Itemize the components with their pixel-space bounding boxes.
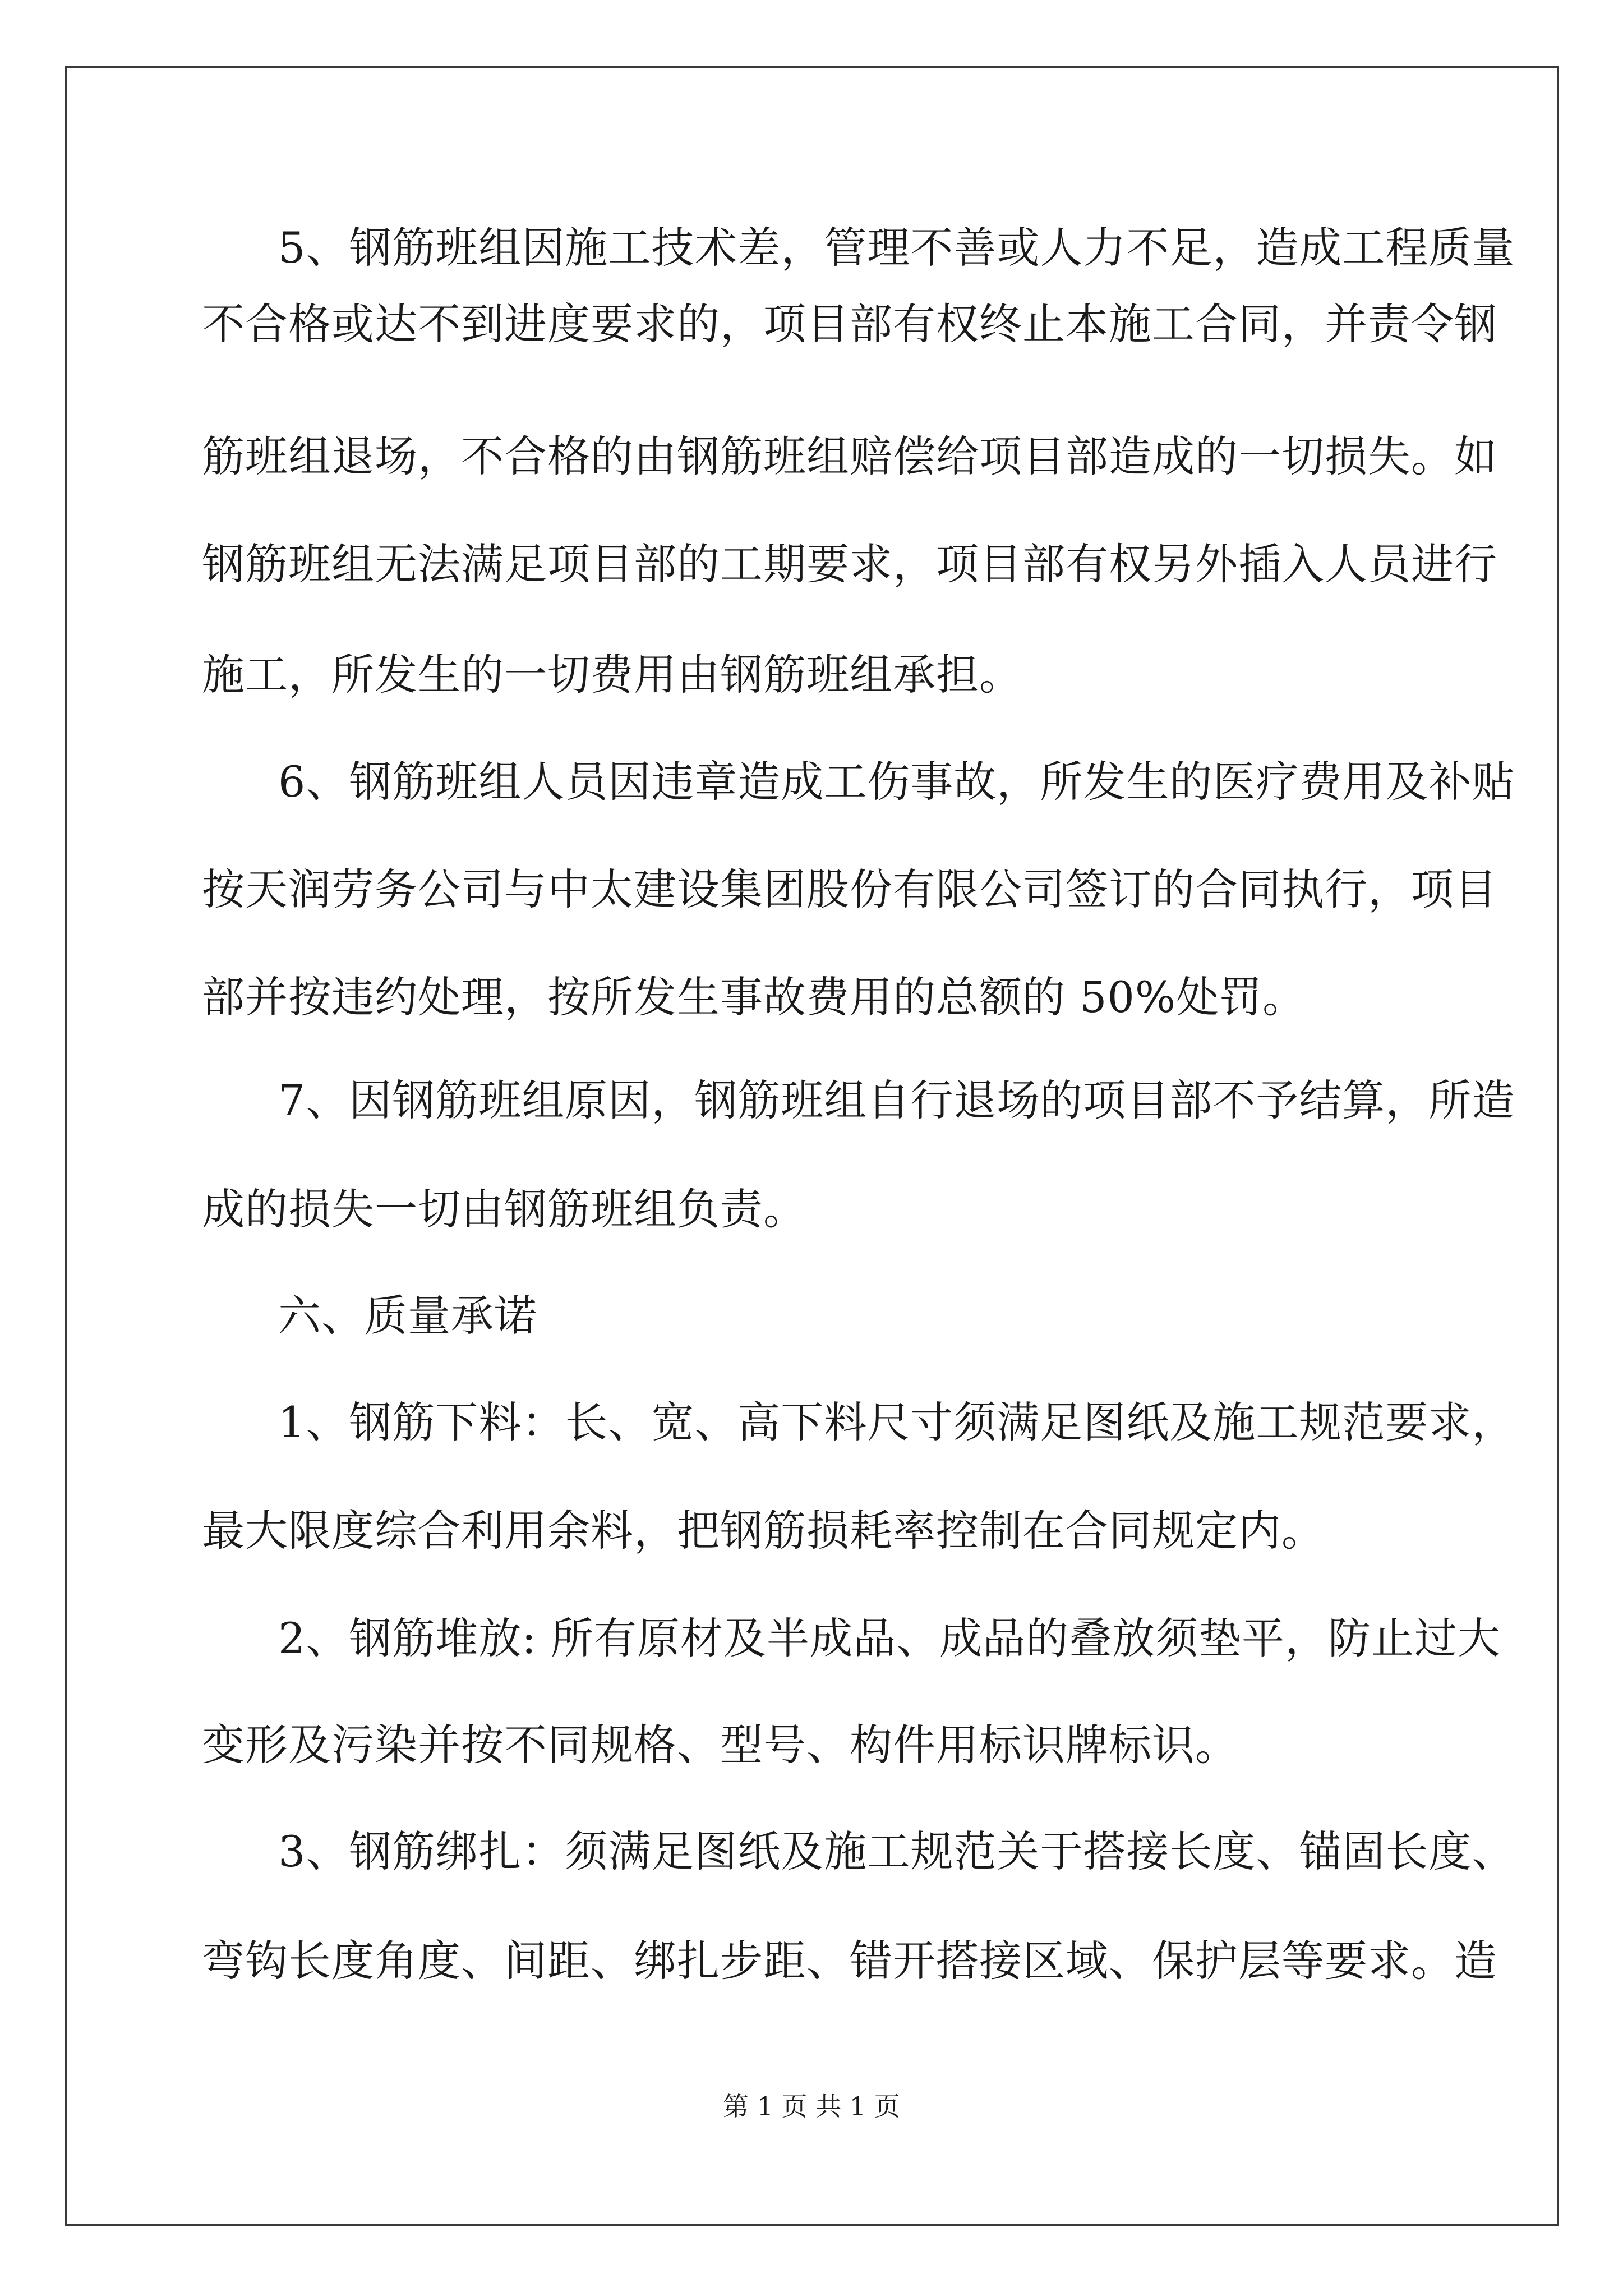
item-3-line-2: 弯钩长度角度、间距、绑扎步距、错开搭接区域、保护层等要求。造 (202, 1936, 1497, 1986)
page-number-footer: 第 1 页 共 1 页 (723, 2091, 900, 2122)
section-heading-quality-commitment: 六、质量承诺 (278, 1291, 537, 1341)
item-1-line-1: 1、钢筋下料：长、宽、高下料尺寸须满足图纸及施工规范要求， (278, 1397, 1515, 1447)
paragraph-5-line-3: 筋班组退场，不合格的由钢筋班组赔偿给项目部造成的一切损失。如 (202, 431, 1497, 481)
item-2-line-1: 2、钢筋堆放: 所有原材及半成品、成品的叠放须垫平，防止过大 (278, 1613, 1501, 1663)
paragraph-5-line-4: 钢筋班组无法满足项目部的工期要求，项目部有权另外插入人员进行 (202, 539, 1497, 589)
paragraph-6-line-2: 按天润劳务公司与中太建设集团股份有限公司签订的合同执行，项目 (202, 864, 1497, 914)
paragraph-5-line-5: 施工，所发生的一切费用由钢筋班组承担。 (202, 650, 1022, 700)
item-3-line-1: 3、钢筋绑扎：须满足图纸及施工规范关于搭接长度、锚固长度、 (278, 1826, 1515, 1876)
page-border (65, 66, 1559, 2226)
paragraph-6-line-1: 6、钢筋班组人员因违章造成工伤事故，所发生的医疗费用及补贴 (278, 757, 1515, 807)
paragraph-5-line-2: 不合格或达不到进度要求的，项目部有权终止本施工合同，并责令钢 (202, 299, 1497, 349)
paragraph-6-line-3: 部并按违约处理，按所发生事故费用的总额的 50%处罚。 (202, 972, 1306, 1022)
paragraph-7-line-2: 成的损失一切由钢筋班组负责。 (202, 1184, 806, 1234)
item-2-line-2: 变形及污染并按不同规格、型号、构件用标识牌标识。 (202, 1720, 1238, 1770)
item-1-line-2: 最大限度综合利用余料，把钢筋损耗率控制在合同规定内。 (202, 1506, 1325, 1556)
paragraph-5-line-1: 5、钢筋班组因施工技术差，管理不善或人力不足，造成工程质量 (278, 223, 1515, 273)
paragraph-7-line-1: 7、因钢筋班组原因，钢筋班组自行退场的项目部不予结算，所造 (278, 1075, 1515, 1125)
